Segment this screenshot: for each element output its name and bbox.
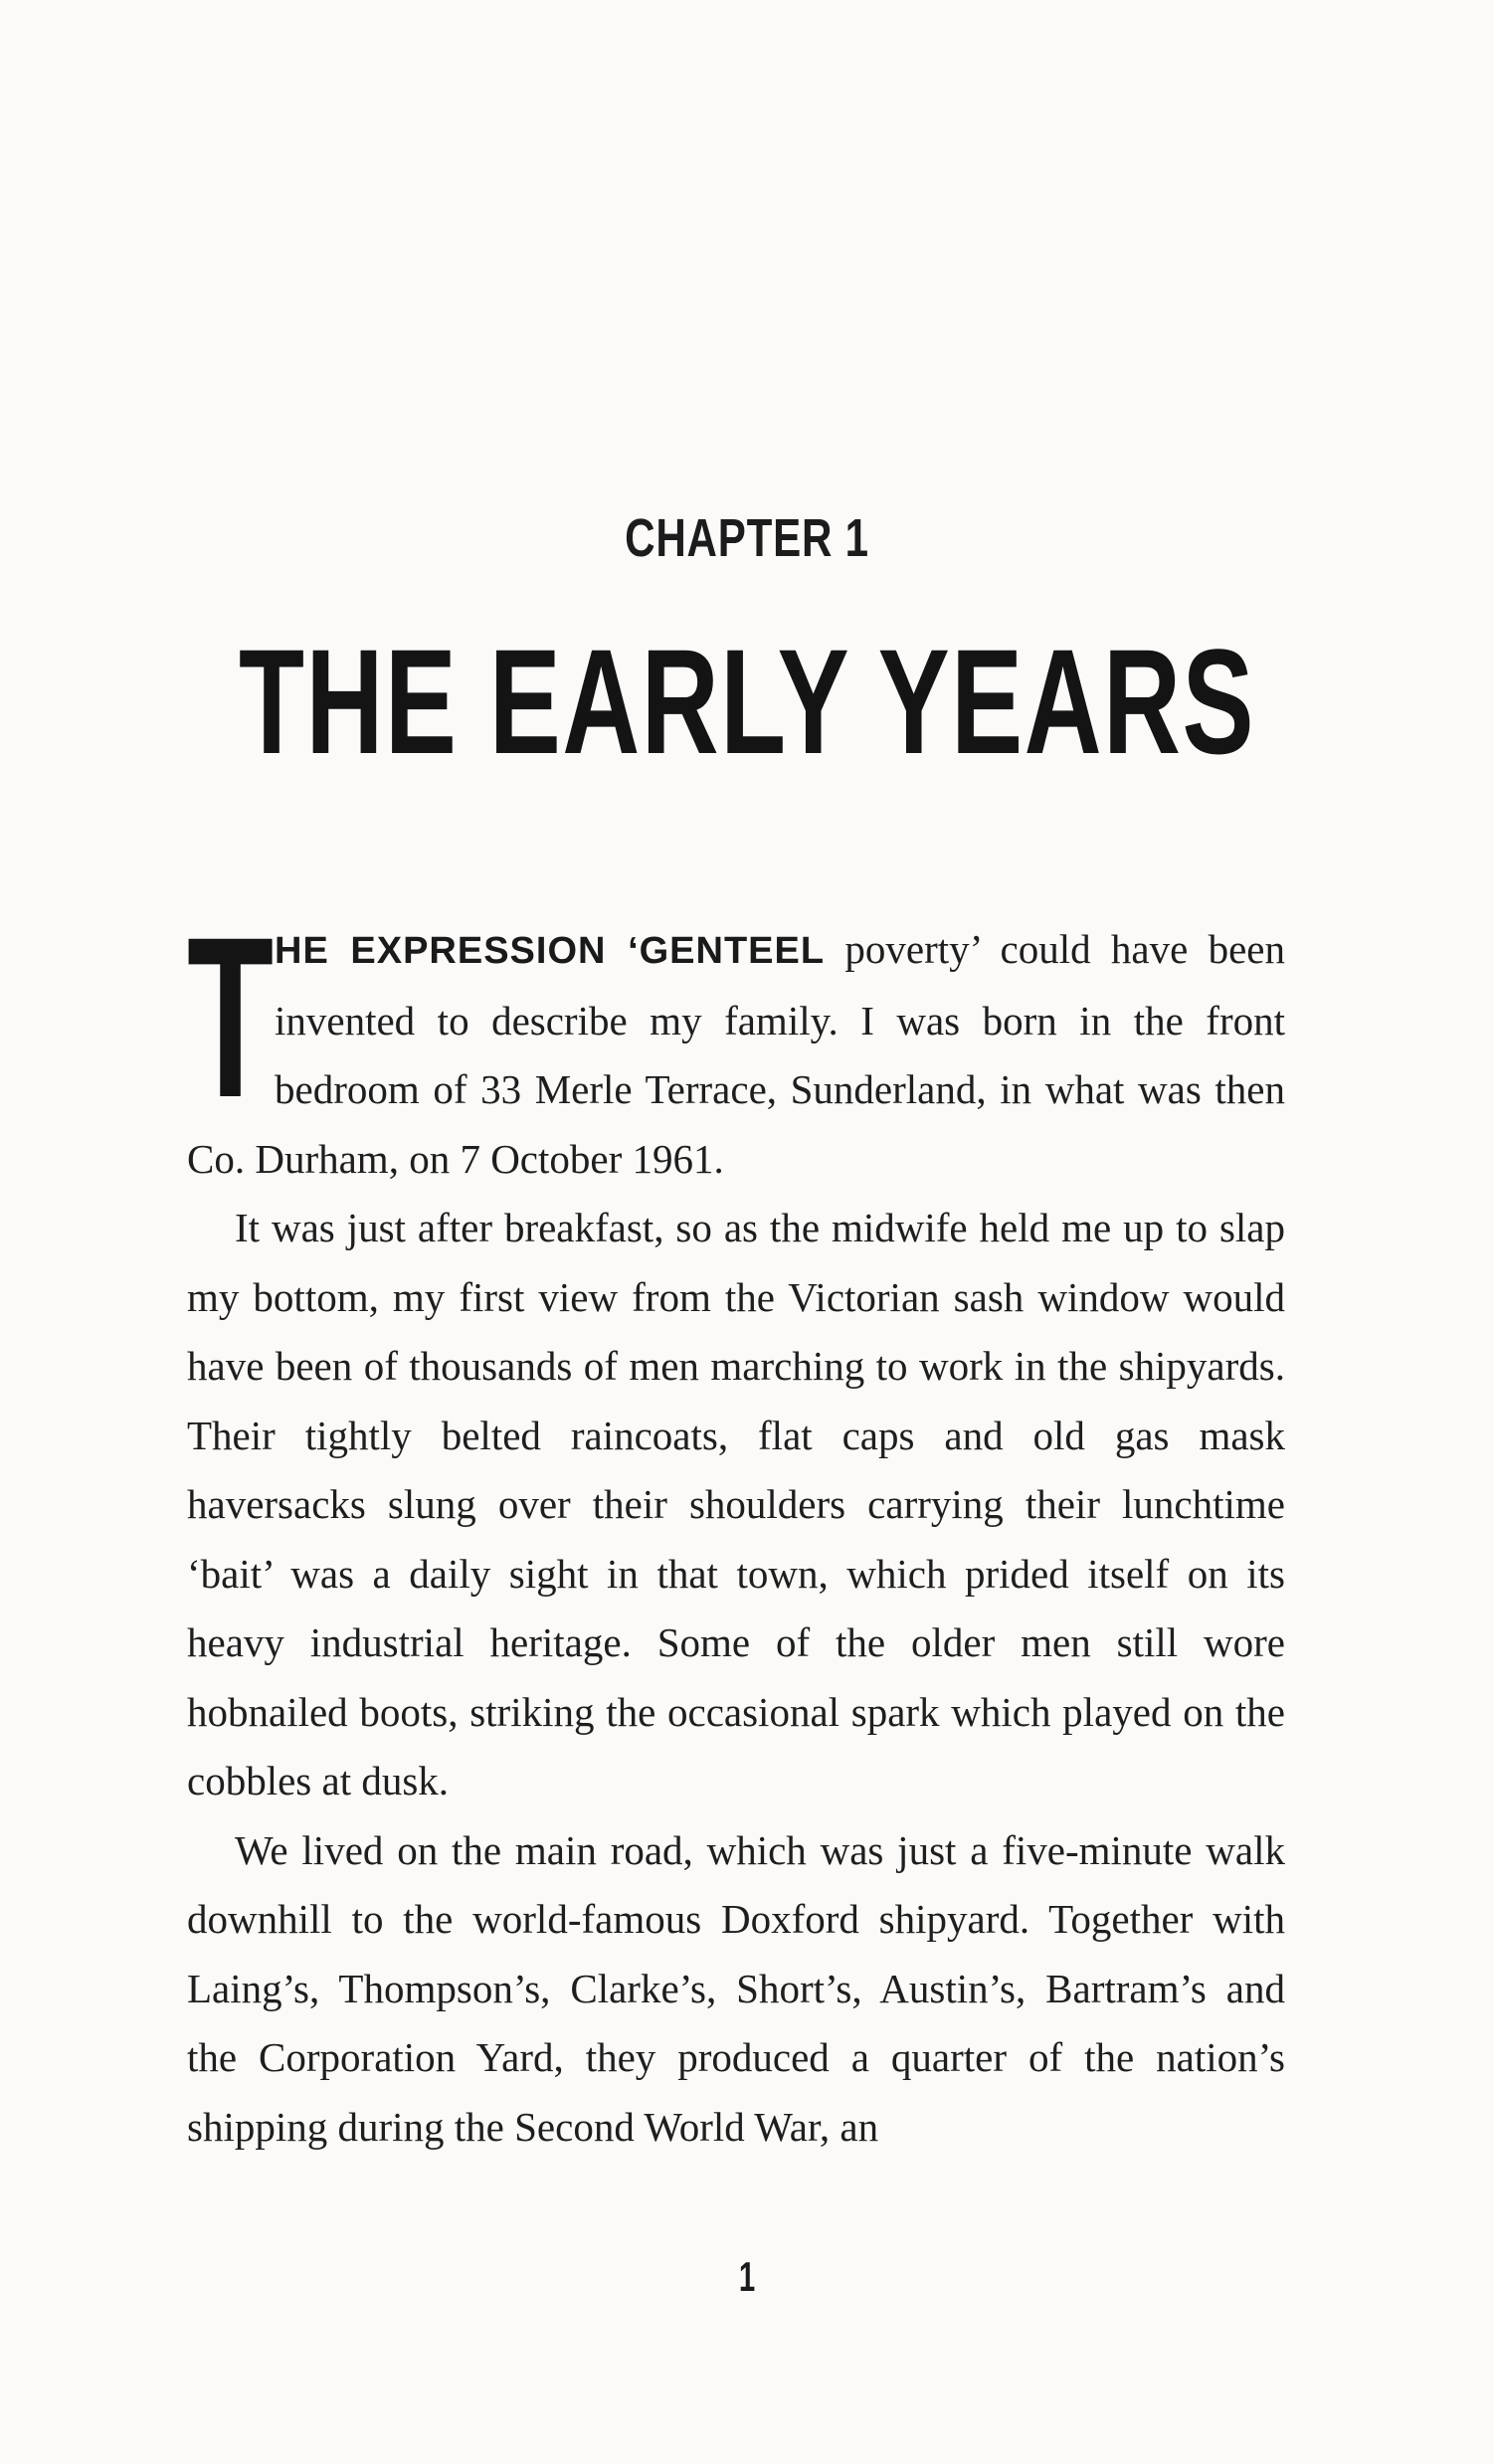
paragraph-3: We lived on the main road, which was just a five-minute walk downhill to the world-famous Doxford shipyard. Together with Laing’s, Thompson’s, Clarke’s, Short’s, Austin’s, Bartram’s and the Corporation Yard, they produced a quarter of the nation’s shipping during the Second World War, an <box>187 1826 1285 2150</box>
page-number: 1 <box>738 2253 756 2300</box>
paragraph-1-text: poverty’ could have been invented to describe my family. I was born in the front bedroom of 33 Merle Terrace, Sunderland, in what was then Co. Durham, on 7 October 1961. <box>187 926 1286 1182</box>
lead-in-caps: HE EXPRESSION ‘GENTEEL <box>275 930 826 972</box>
paragraph-1 <box>187 889 1286 1194</box>
chapter-label: CHAPTER 1 <box>625 508 869 568</box>
drop-cap: T <box>187 889 275 1145</box>
paragraph-2: It was just after breakfast, so as the midwife held me up to slap my bottom, my first view from the Victorian sash window would have been of thousands of men marching to work in the shipyards. Their tightly belted raincoats, flat caps and old gas mask haversacks slung over their shoulders carrying their lunchtime ‘bait’ was a daily sight in that town, which prided itself on its heavy industrial heritage. Some of the older men still wore hobnailed boots, striking the occasional spark which played on the cobbles at dusk. <box>187 1205 1285 1803</box>
body-text <box>187 889 1286 2162</box>
chapter-title: THE EARLY YEARS <box>239 618 1255 785</box>
